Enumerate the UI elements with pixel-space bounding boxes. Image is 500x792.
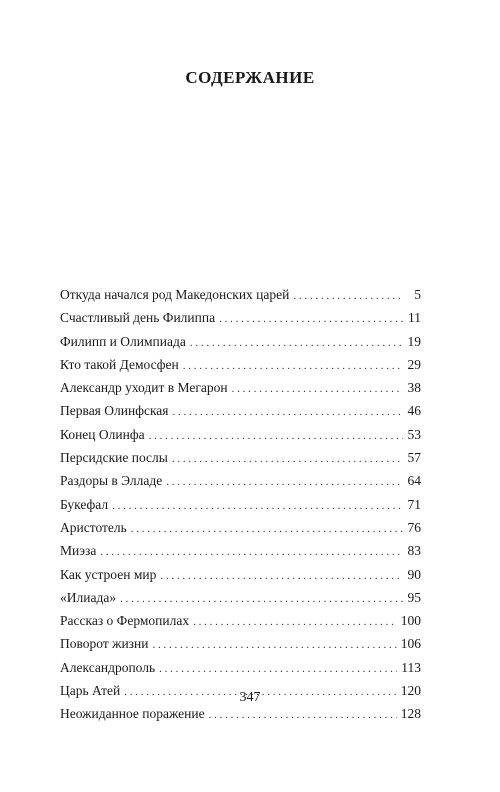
table-of-contents: [60, 283, 421, 726]
dot-leader: [100, 541, 403, 564]
toc-entry-page: 53: [407, 426, 421, 442]
dot-leader: [293, 285, 403, 308]
dot-leader: [172, 448, 403, 471]
toc-entry: [60, 353, 421, 376]
page-number: 347: [239, 690, 261, 705]
toc-entry-title: Букефал: [60, 496, 109, 512]
dot-leader: [193, 611, 397, 634]
toc-entry: [60, 423, 421, 446]
toc-entry-title: Персидские послы: [60, 450, 168, 466]
toc-entry: [60, 586, 421, 609]
toc-entry: [60, 632, 421, 655]
toc-entry: [60, 563, 421, 586]
toc-entry: [60, 469, 421, 492]
dot-leader: [219, 308, 403, 331]
toc-entry-page: 83: [407, 543, 421, 559]
dot-leader: [160, 565, 403, 588]
toc-entry-page: 11: [408, 310, 421, 326]
dot-leader: [120, 588, 403, 611]
toc-entry: [60, 516, 421, 539]
toc-entry-page: 113: [401, 659, 421, 675]
dot-leader: [149, 425, 403, 448]
toc-entry-page: 100: [400, 613, 421, 629]
toc-entry: [60, 539, 421, 562]
dot-leader: [131, 518, 403, 541]
toc-entry: [60, 656, 421, 679]
toc-entry-title: Как устроен мир: [60, 566, 157, 582]
toc-entry-page: 76: [407, 519, 421, 535]
toc-entry-page: 19: [407, 333, 421, 349]
dot-leader: [166, 471, 403, 494]
toc-entry-title: Аристотель: [60, 519, 127, 535]
toc-entry: [60, 609, 421, 632]
toc-entry-title: Александр уходит в Мегарон: [60, 380, 228, 396]
toc-entry-title: Рассказ о Фермопилах: [60, 613, 190, 629]
dot-leader: [190, 332, 403, 355]
toc-entry: [60, 376, 421, 399]
toc-entry-page: 29: [407, 356, 421, 372]
toc-entry-title: Первая Олинфская: [60, 403, 169, 419]
toc-entry: [60, 283, 421, 306]
toc-entry: [60, 493, 421, 516]
dot-leader: [232, 378, 403, 401]
toc-entry-page: 57: [407, 450, 421, 466]
toc-entry-title: Неожиданное поражение: [60, 706, 205, 722]
toc-entry-title: Миэза: [60, 543, 97, 559]
toc-entry-title: Александрополь: [60, 659, 156, 675]
dot-leader: [112, 495, 403, 518]
toc-entry-page: 120: [400, 683, 421, 699]
toc-entry-page: 5: [414, 287, 421, 302]
toc-entry-title: Царь Атей: [60, 683, 121, 699]
toc-entry-page: 90: [407, 566, 421, 582]
dot-leader: [159, 658, 397, 681]
toc-entry-title: Филипп и Олимпиада: [60, 333, 186, 349]
dot-leader: [209, 704, 397, 727]
toc-entry: [60, 330, 421, 353]
toc-entry-page: 95: [407, 589, 421, 605]
toc-entry-title: Откуда начался род Македонских царей: [60, 287, 290, 302]
toc-entry-page: 106: [400, 636, 421, 652]
dot-leader: [183, 355, 403, 378]
toc-entry-title: Конец Олинфа: [60, 426, 145, 442]
toc-entry: [60, 399, 421, 422]
toc-entry-title: Раздоры в Элладе: [60, 473, 163, 489]
toc-entry-page: 64: [407, 473, 421, 489]
toc-entry-page: 128: [400, 706, 421, 722]
toc-entry-title: Счастливый день Филиппа: [60, 310, 216, 326]
toc-entry: [60, 446, 421, 469]
dot-leader: [173, 401, 404, 424]
toc-entry-title: Поворот жизни: [60, 636, 149, 652]
toc-entry-page: 71: [407, 496, 421, 512]
toc-entry-page: 38: [407, 380, 421, 396]
toc-entry-page: 46: [407, 403, 421, 419]
toc-entry-title: Кто такой Демосфен: [60, 356, 179, 372]
toc-entry: [60, 306, 421, 329]
dot-leader: [152, 634, 396, 657]
page-title: СОДЕРЖАНИЕ: [185, 68, 315, 87]
toc-entry-title: «Илиада»: [60, 589, 117, 605]
